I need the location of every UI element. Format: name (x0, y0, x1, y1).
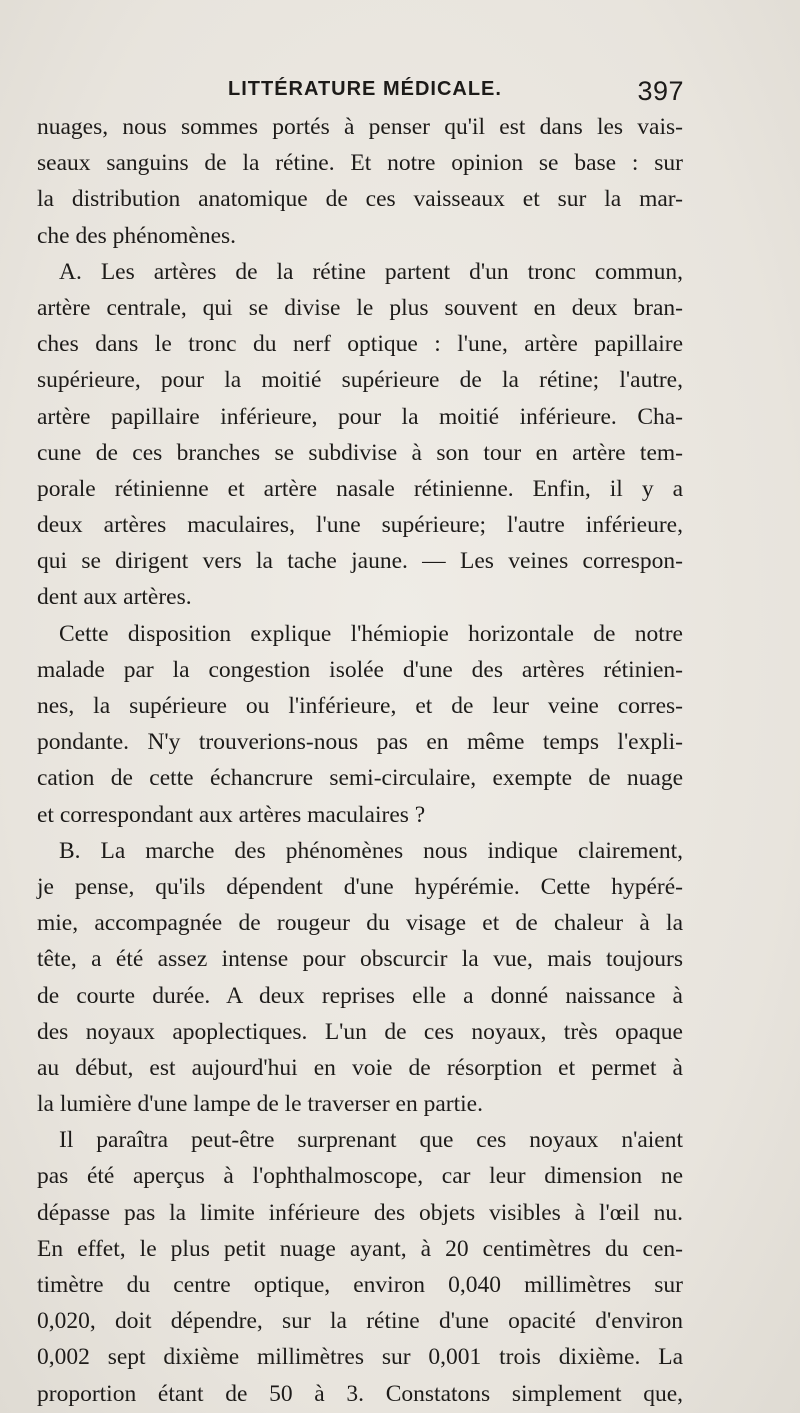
text-line: je pense, qu'ils dépendent d'une hypérémie. Cette hypéré- (37, 873, 683, 900)
text-line: timètre du centre optique, environ 0,040 millimètres sur (37, 1272, 683, 1298)
body-text (37, 109, 683, 1412)
text-line: la lumière d'une lampe de le traverser en partie. (37, 1091, 483, 1118)
text-line: che des phénomènes. (37, 222, 237, 249)
text-line: A. Les artères de la rétine partent d'un tronc commun, (59, 258, 683, 285)
text-line: et correspondant aux artères maculaires ? (37, 801, 426, 828)
text-line: au début, est aujourd'hui en voie de résorption et permet à (37, 1054, 683, 1081)
text-line: malade par la congestion isolée d'une des artères rétinien- (37, 656, 683, 683)
page-number: 397 (637, 76, 684, 106)
text-line: dépasse pas la limite inférieure des objets visibles à l'œil nu. (37, 1199, 683, 1226)
text-line: pas été aperçus à l'ophthalmoscope, car leur dimension ne (37, 1163, 683, 1190)
text-line: ches dans le tronc du nerf optique : l'une, artère papillaire (37, 331, 683, 358)
text-line: artère papillaire inférieure, pour la moitié inférieure. Cha- (37, 403, 683, 430)
text-line: cune de ces branches se subdivise à son tour en artère tem- (37, 439, 683, 466)
text-line: 0,002 sept dixième millimètres sur 0,001 trois dixième. La (37, 1344, 683, 1371)
text-line: Cette disposition explique l'hémiopie horizontale de notre (59, 620, 683, 647)
text-line: nuages, nous sommes portés à penser qu'il est dans les vais- (37, 114, 683, 140)
text-line: proportion étant de 50 à 3. Constatons simplement que, (37, 1380, 683, 1407)
text-line: mie, accompagnée de rougeur du visage et de chaleur à la (37, 910, 683, 937)
text-line: B. La marche des phénomènes nous indique clairement, (59, 837, 683, 864)
text-line: dent aux artères. (37, 584, 192, 611)
text-line: 0,020, doit dépendre, sur la rétine d'une opacité d'environ (37, 1308, 683, 1335)
running-title: LITTÉRATURE MÉDICALE. (228, 78, 502, 100)
text-line: des noyaux apoplectiques. L'un de ces noyaux, très opaque (37, 1018, 683, 1045)
text-line: de courte durée. A deux reprises elle a donné naissance à (37, 982, 683, 1009)
text-line: nes, la supérieure ou l'inférieure, et de leur veine corres- (37, 693, 683, 719)
text-line: Il paraîtra peut-être surprenant que ces noyaux n'aient (59, 1127, 683, 1154)
text-line: pondante. N'y trouverions-nous pas en même temps l'expli- (37, 729, 683, 756)
text-line: porale rétinienne et artère nasale rétinienne. Enfin, il y a (37, 475, 683, 502)
text-line: cation de cette échancrure semi-circulaire, exempte de nuage (37, 765, 683, 792)
text-line: artère centrale, qui se divise le plus souvent en deux bran- (37, 294, 683, 321)
text-line: deux artères maculaires, l'une supérieure; l'autre inférieure, (37, 512, 683, 539)
text-line: tête, a été assez intense pour obscurcir la vue, mais toujours (37, 946, 683, 973)
text-line: qui se dirigent vers la tache jaune. — Les veines correspon- (37, 548, 683, 575)
text-line: la distribution anatomique de ces vaisseaux et sur la mar- (37, 186, 683, 213)
text-line: supérieure, pour la moitié supérieure de la rétine; l'autre, (37, 367, 683, 394)
text-line: seaux sanguins de la rétine. Et notre opinion se base : sur (37, 150, 683, 177)
text-line: En effet, le plus petit nuage ayant, à 20 centimètres du cen- (37, 1235, 683, 1262)
